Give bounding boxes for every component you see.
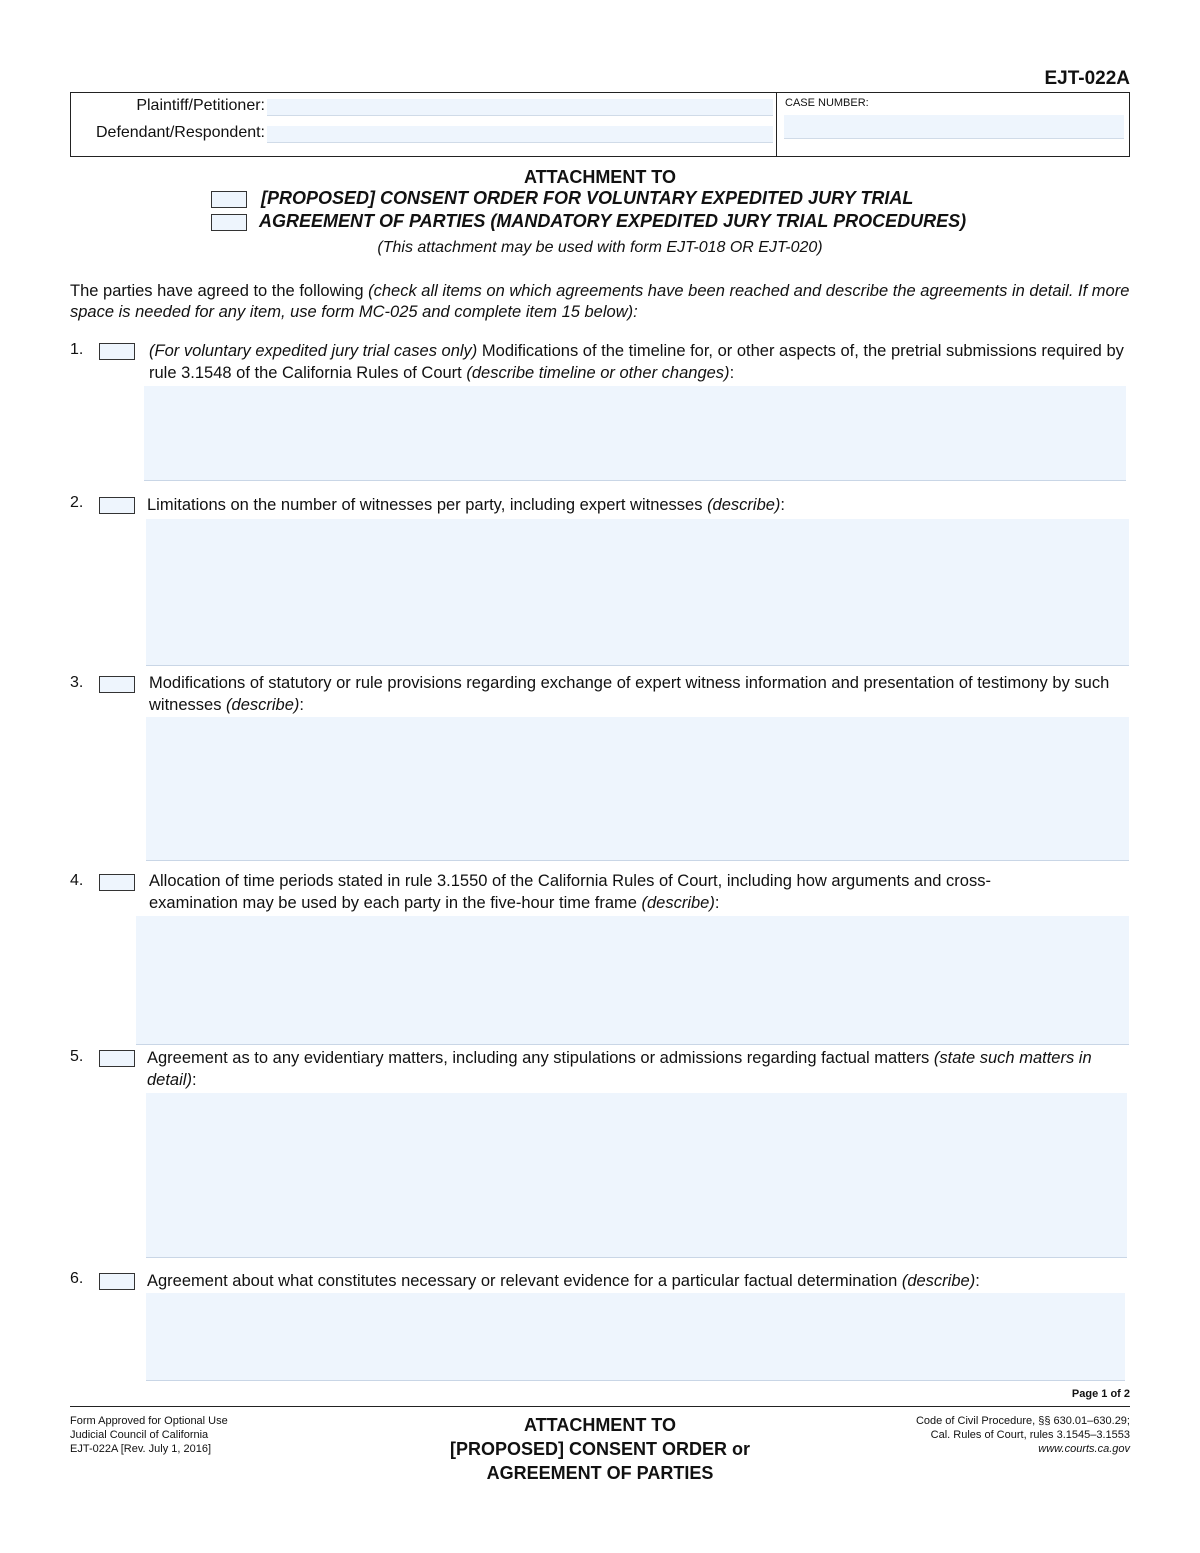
item-1-plain: Modifications of the timeline for, or other aspects of, the pretrial submissions required by rule 3.1548 of the California Rules of Court	[149, 342, 1124, 382]
caption-box	[70, 92, 1130, 157]
item-2-end: :	[780, 496, 786, 514]
item-4-end: :	[714, 894, 720, 912]
footer-rule	[70, 1406, 1130, 1407]
item-4-plain: Allocation of time periods stated in rule 3.1550 of the California Rules of Court, including how arguments and cross-examination may be used by each party in the five-hour time frame	[149, 872, 991, 912]
defendant-field[interactable]	[267, 126, 773, 143]
case-number-field[interactable]	[784, 115, 1124, 139]
form-id: EJT-022A	[1044, 68, 1130, 89]
intro-plain: The parties have agreed to the following	[70, 282, 369, 300]
item-2-text	[147, 494, 1122, 516]
item-2-italic-suffix: (describe)	[707, 496, 781, 514]
item-3-number: 3.	[70, 674, 84, 691]
item-1-number: 1.	[70, 341, 84, 358]
item-2-number: 2.	[70, 494, 84, 511]
option1-checkbox[interactable]	[211, 191, 247, 208]
item-6-italic-suffix: (describe)	[901, 1272, 976, 1290]
footer-right-line2: Cal. Rules of Court, rules 3.1545–3.1553	[930, 1429, 1130, 1441]
item-6-text	[147, 1270, 1122, 1292]
title-option2: AGREEMENT OF PARTIES (MANDATORY EXPEDITED JURY TRIAL PROCEDURES)	[259, 211, 967, 231]
defendant-label: Defendant/Respondent:	[95, 124, 265, 141]
footer-center-line1: ATTACHMENT TO	[524, 1415, 676, 1435]
intro-italic: (check all items on which agreements have been reached and describe the agreements in detail. If more space is needed for any item, use form MC-025 and complete item 15 below):	[70, 282, 1130, 321]
plaintiff-field[interactable]	[267, 99, 773, 116]
item-1-answer[interactable]	[144, 386, 1126, 481]
item-5-checkbox[interactable]	[99, 1050, 135, 1067]
title-attachment: ATTACHMENT TO	[524, 167, 676, 187]
footer-right-line1: Code of Civil Procedure, §§ 630.01–630.29;	[915, 1415, 1130, 1427]
page-number: Page 1 of 2	[1071, 1388, 1130, 1400]
footer-left-line1: Form Approved for Optional Use	[70, 1415, 228, 1427]
footer-left	[70, 1414, 228, 1456]
footer-left-line2: Judicial Council of California	[70, 1429, 209, 1441]
item-5-italic-suffix: (state such matters in detail)	[147, 1049, 1092, 1089]
item-2-answer[interactable]	[146, 519, 1129, 666]
item-5-text	[147, 1047, 1122, 1091]
item-3-answer[interactable]	[146, 717, 1129, 861]
item-4-checkbox[interactable]	[99, 874, 135, 891]
footer-center-line3: AGREEMENT OF PARTIES	[486, 1463, 714, 1483]
item-4-answer[interactable]	[136, 916, 1129, 1045]
footer-right-link[interactable]: www.courts.ca.gov	[1038, 1443, 1130, 1455]
item-6-plain: Agreement about what constitutes necessary or relevant evidence for a particular factual determination	[147, 1272, 902, 1290]
intro-text	[70, 281, 1130, 323]
item-3-checkbox[interactable]	[99, 676, 135, 693]
option2-checkbox[interactable]	[211, 214, 247, 231]
item-3-plain: Modifications of statutory or rule provisions regarding exchange of expert witness information and presentation of testimony by such witnesses	[149, 674, 1110, 714]
item-4-number: 4.	[70, 872, 84, 889]
item-2-checkbox[interactable]	[99, 497, 135, 514]
item-1-text	[149, 340, 1124, 384]
item-6-end: :	[975, 1272, 980, 1290]
item-6-checkbox[interactable]	[99, 1273, 135, 1290]
item-4-text	[149, 870, 1009, 914]
plaintiff-label: Plaintiff/Petitioner:	[136, 97, 265, 114]
item-5-number: 5.	[70, 1048, 84, 1065]
case-number-label: CASE NUMBER:	[785, 97, 869, 109]
caption-divider	[776, 93, 777, 156]
item-5-answer[interactable]	[146, 1093, 1127, 1258]
item-1-italic-prefix: (For voluntary expedited jury trial cases only)	[149, 342, 478, 360]
footer-center	[400, 1413, 800, 1485]
item-1-italic-suffix: (describe timeline or other changes)	[466, 364, 730, 382]
item-6-answer[interactable]	[146, 1293, 1125, 1381]
title-option1: [PROPOSED] CONSENT ORDER FOR VOLUNTARY EXPEDITED JURY TRIAL	[261, 188, 914, 208]
item-1-end: :	[729, 364, 735, 382]
item-4-italic-suffix: (describe)	[641, 894, 715, 912]
item-6-number: 6.	[70, 1270, 84, 1287]
title-note: (This attachment may be used with form EJT-018 OR EJT-020)	[377, 239, 823, 256]
item-5-end: :	[191, 1071, 197, 1089]
footer-left-line3: EJT-022A [Rev. July 1, 2016]	[70, 1443, 212, 1455]
item-2-plain: Limitations on the number of witnesses per party, including expert witnesses	[147, 496, 708, 514]
item-3-italic-suffix: (describe)	[226, 696, 300, 714]
footer-center-line2: [PROPOSED] CONSENT ORDER or	[449, 1439, 751, 1459]
item-3-end: :	[299, 696, 304, 714]
item-1-checkbox[interactable]	[99, 343, 135, 360]
item-5-plain: Agreement as to any evidentiary matters, including any stipulations or admissions regarding factual matters	[147, 1049, 934, 1067]
item-3-text	[149, 672, 1124, 716]
footer-right	[916, 1414, 1130, 1456]
